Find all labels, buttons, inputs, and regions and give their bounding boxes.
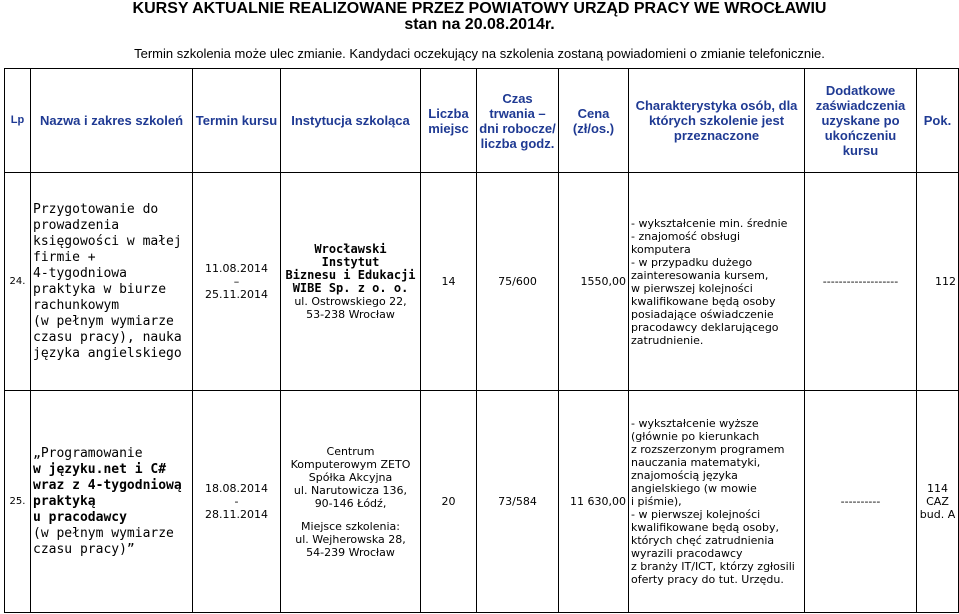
row-room: 112	[917, 173, 959, 391]
header-seats: Liczba miejsc	[421, 69, 477, 173]
header-target: Charakterystyka osób, dla których szkolenie jest przeznaczone	[629, 69, 805, 173]
row-course-name: Przygotowanie do prowadzenia księgowości w małej firmie + 4-tygodniowa praktyka w biurze rachunkowym (w pełnym wymiarze czasu pracy), nauka języka angielskiego	[31, 173, 193, 391]
row-seats: 20	[421, 391, 477, 613]
row-seats: 14	[421, 173, 477, 391]
header-price: Cena (zł/os.)	[559, 69, 629, 173]
row-lp: 24.	[5, 173, 31, 391]
row-certs: ----------	[805, 391, 917, 613]
row-lp: 25.	[5, 391, 31, 613]
row-course-name: „Programowanie w języku.net i C# wraz z 4-tygodniową praktyką u pracodawcy (w pełnym wymiarze czasu pracy)”	[31, 391, 193, 613]
page-title: KURSY AKTUALNIE REALIZOWANE PRZEZ POWIATOWY URZĄD PRACY WE WROCŁAWIU	[132, 0, 827, 17]
schedule-note: Termin szkolenia może ulec zmianie. Kandydaci oczekujący na szkolenia zostaną powiadomieni o zmianie telefonicznie.	[134, 46, 825, 61]
header-institution: Instytucja szkoląca	[281, 69, 421, 173]
page-subtitle: stan na 20.08.2014r.	[404, 16, 555, 33]
row-duration: 73/584	[477, 391, 559, 613]
table-row	[5, 391, 959, 613]
row-price: 11 630,00	[559, 391, 629, 613]
header-room: Pok.	[917, 69, 959, 173]
header-certs: Dodatkowe zaświadczenia uzyskane po ukończeniu kursu	[805, 69, 917, 173]
row-institution: Centrum Komputerowym ZETO Spółka Akcyjna ul. Narutowicza 136, 90-146 Łódź, Miejsce szkolenia: ul. Wejherowska 28, 54-239 Wrocław	[281, 391, 421, 613]
row-certs: -------------------	[805, 173, 917, 391]
row-duration: 75/600	[477, 173, 559, 391]
row-term: 11.08.2014 – 25.11.2014	[193, 173, 281, 391]
row-room: 114 CAZ bud. A	[917, 391, 959, 613]
header-duration: Czas trwania – dni robocze/ liczba godz.	[477, 69, 559, 173]
header-name: Nazwa i zakres szkoleń	[31, 69, 193, 173]
row-target: - wykształcenie min. średnie - znajomość obsługi komputera - w przypadku dużego zainteresowania kursem, w pierwszej kolejności kwalifikowane będą osoby posiadające oświadczenie pracodawcy deklarującego zatrudnienie.	[629, 173, 805, 391]
row-price: 1550,00	[559, 173, 629, 391]
courses-table	[4, 68, 959, 613]
header-term: Termin kursu	[193, 69, 281, 173]
header-row	[5, 69, 959, 173]
row-target: - wykształcenie wyższe (głównie po kierunkach z rozszerzonym programem nauczania matematyki, znajomością języka angielskiego (w mowie i piśmie), - w pierwszej kolejności kwalifikowane będą osoby, których chęć zatrudnienia wyrazili pracodawcy z branży IT/ICT, którzy zgłosili oferty pracy do tut. Urzędu.	[629, 391, 805, 613]
row-term: 18.08.2014 - 28.11.2014	[193, 391, 281, 613]
header-lp: Lp	[5, 69, 31, 173]
row-institution: Wrocławski Instytut Biznesu i Edukacji WIBE Sp. z o. o. ul. Ostrowskiego 22, 53-238 Wrocław	[281, 173, 421, 391]
table-row	[5, 173, 959, 391]
